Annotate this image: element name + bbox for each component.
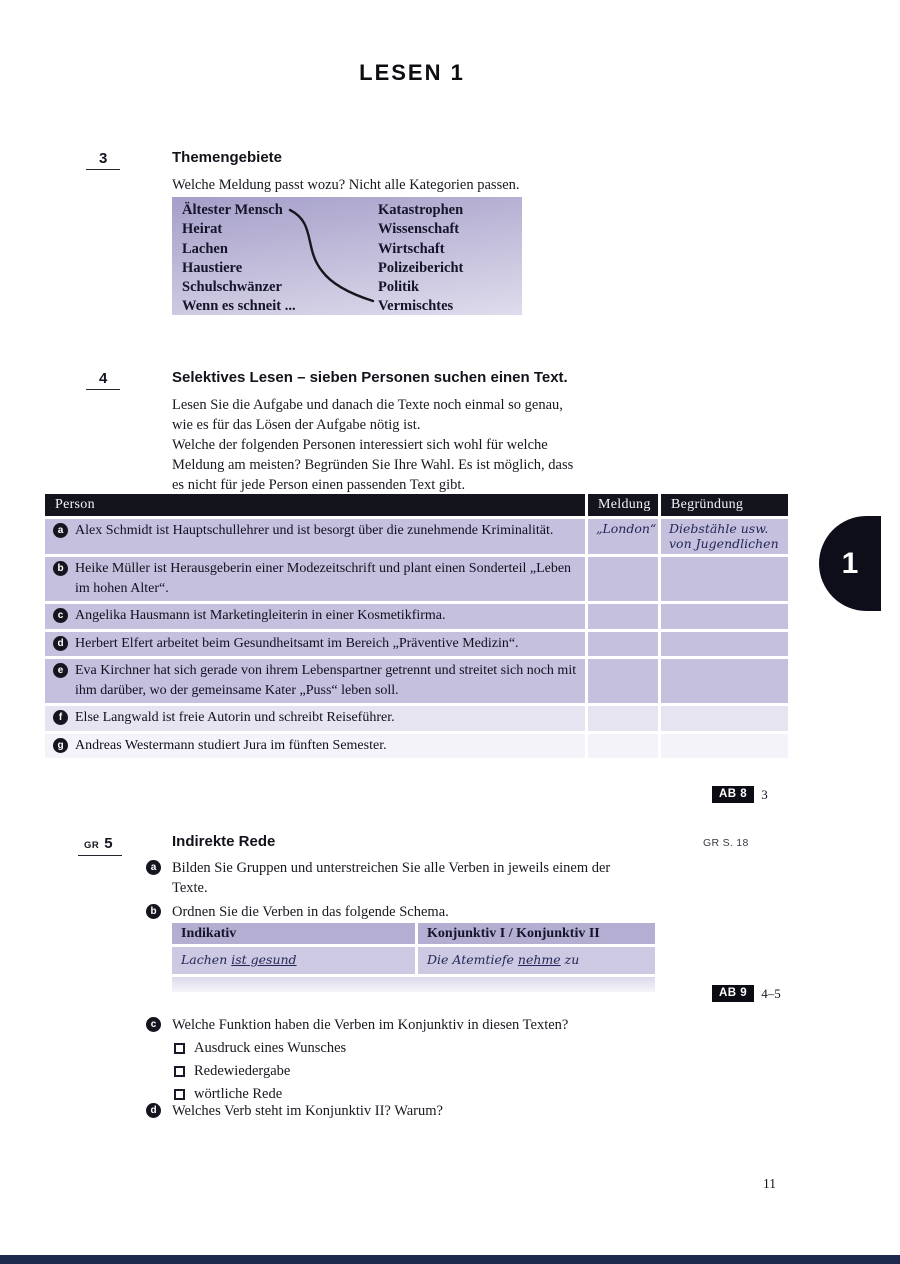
person-description: Else Langwald ist freie Autorin und schreibt Reiseführer. (75, 710, 395, 725)
exercise3-title: Themengebiete (172, 149, 283, 166)
ab-badge-label: AB 8 (712, 786, 754, 803)
begruendung-cell[interactable] (661, 706, 788, 731)
meldung-cell[interactable] (588, 706, 658, 731)
exercise5-item-d (146, 1101, 706, 1121)
schema-header-konjunktiv: Konjunktiv I / Konjunktiv II (418, 923, 655, 944)
match-item[interactable]: Heirat (182, 221, 223, 238)
table-row-c (45, 604, 785, 629)
item-text: Welches Verb steht im Konjunktiv II? Warum? (172, 1103, 443, 1119)
ab-badge-pages: 4–5 (761, 985, 781, 1001)
bottom-accent-bar (0, 1255, 900, 1264)
exercise5-number: GR 5 (78, 835, 122, 856)
checkbox-label: Redewiedergabe (194, 1063, 291, 1079)
person-description: Herbert Elfert arbeitet beim Gesundheitsamt im Bereich „Präventive Medizin“. (75, 635, 519, 651)
schema-entry-row (172, 947, 655, 974)
exercise5-item-a (146, 858, 646, 898)
exercise5-title: Indirekte Rede (172, 833, 276, 850)
checkbox-icon[interactable] (174, 1066, 185, 1077)
checkbox-options (174, 1040, 346, 1109)
chapter-tab: 1 (819, 516, 881, 611)
gr-label: GR (84, 840, 100, 851)
ab-badge-9 (712, 985, 781, 1002)
match-item[interactable]: Lachen (182, 240, 228, 257)
ab-badge-label: AB 9 (712, 985, 754, 1002)
item-text: Ordnen Sie die Verben in das folgende Schema. (172, 904, 449, 920)
item-letter-badge: d (146, 1103, 161, 1118)
begruendung-cell[interactable] (661, 632, 788, 657)
matching-box (172, 197, 522, 315)
table-header-row (45, 494, 785, 516)
match-item[interactable]: Schulschwänzer (182, 279, 282, 296)
match-item[interactable]: Politik (378, 279, 420, 296)
row-letter-badge: b (53, 561, 68, 576)
row-letter-badge: e (53, 663, 68, 678)
match-item[interactable]: Wissenschaft (378, 221, 460, 238)
instruction-line: Meldung am meisten? Begründen Sie Ihre Wahl. Es ist möglich, dass (172, 457, 574, 473)
meldung-cell[interactable]: „London“ (588, 519, 658, 554)
begruendung-cell[interactable] (661, 659, 788, 703)
table-row-f (45, 706, 785, 731)
schema-fade-strip (172, 977, 655, 992)
checkbox-option (174, 1040, 346, 1057)
page-title: LESEN 1 (359, 60, 465, 85)
checkbox-icon[interactable] (174, 1043, 185, 1054)
begruendung-cell[interactable]: Diebstähle usw. von Jugendlichen (661, 519, 788, 554)
begruendung-cell[interactable] (661, 604, 788, 629)
match-item[interactable]: Wenn es schneit ... (182, 298, 296, 315)
item-letter-badge: b (146, 904, 161, 919)
table-row-g (45, 734, 785, 759)
row-letter-badge: c (53, 608, 68, 623)
person-description: Alex Schmidt ist Hauptschullehrer und ist besorgt über die zunehmende Kriminalität. (75, 523, 554, 538)
meldung-cell[interactable] (588, 604, 658, 629)
table-row-b (45, 557, 785, 601)
column-header-person: Person (45, 494, 585, 516)
exercise4-instructions (172, 395, 672, 495)
checkbox-label: Ausdruck eines Wunsches (194, 1040, 347, 1056)
table-row-e (45, 659, 785, 703)
row-letter-badge: a (53, 523, 68, 538)
match-item[interactable]: Vermischtes (378, 298, 454, 315)
exercise4-title: Selektives Lesen – sieben Personen suchen einen Text. (172, 369, 568, 386)
person-description: Andreas Westermann studiert Jura im fünften Semester. (75, 737, 387, 753)
row-letter-badge: d (53, 636, 68, 651)
instruction-line: Welche der folgenden Personen interessiert sich wohl für welche (172, 437, 548, 453)
checkbox-icon[interactable] (174, 1089, 185, 1100)
person-description: Heike Müller ist Herausgeberin einer Modezeitschrift und plant einen Sonderteil „Leben im hohen Alter“. (75, 561, 572, 596)
checkbox-label: wörtliche Rede (194, 1086, 283, 1102)
item-text: Welche Funktion haben die Verben im Konjunktiv in diesen Texten? (172, 1017, 569, 1033)
matching-left-column (182, 201, 296, 317)
page-number: 11 (763, 1176, 776, 1191)
exercise4-number: 4 (86, 370, 120, 390)
meldung-cell[interactable] (588, 734, 658, 759)
column-header-meldung: Meldung (588, 494, 658, 516)
ab-badge-8 (712, 786, 768, 803)
instruction-line: wie es für das Lösen der Aufgabe nötig ist. (172, 417, 421, 433)
schema-table (172, 923, 655, 992)
item-letter-badge: a (146, 860, 161, 875)
ab-badge-pages: 3 (761, 786, 768, 802)
exercise3-number: 3 (86, 150, 120, 170)
schema-header-row (172, 923, 655, 944)
table-row-a (45, 519, 785, 554)
item-letter-badge: c (146, 1017, 161, 1032)
item-text: Bilden Sie Gruppen und unterstreichen Sie alle Verben in jeweils einem der Texte. (172, 860, 611, 896)
grammar-reference: GR S. 18 (703, 837, 749, 849)
match-item[interactable]: Wirtschaft (378, 240, 445, 257)
match-item[interactable]: Ältester Mensch (182, 202, 283, 218)
match-item[interactable]: Haustiere (182, 259, 243, 276)
instruction-line: Lesen Sie die Aufgabe und danach die Texte noch einmal so genau, (172, 397, 563, 413)
meldung-cell[interactable] (588, 557, 658, 601)
person-description: Eva Kirchner hat sich gerade von ihrem Lebenspartner getrennt und streitet sich noch mit ihm darüber, wo der gemeinsame Kater „Puss“ leben soll. (75, 663, 577, 698)
schema-header-indikativ: Indikativ (172, 923, 415, 944)
schema-cell-konjunktiv[interactable]: Die Atemtiefe nehme zu (418, 947, 655, 974)
matching-right-column (378, 201, 463, 317)
row-letter-badge: g (53, 738, 68, 753)
exercise3-instruction: Welche Meldung passt wozu? Nicht alle Kategorien passen. (172, 177, 520, 193)
column-header-begruendung: Begründung (661, 494, 788, 516)
meldung-cell[interactable] (588, 632, 658, 657)
checkbox-option (174, 1063, 346, 1080)
begruendung-cell[interactable] (661, 734, 788, 759)
exercise5-item-c (146, 1015, 706, 1035)
row-letter-badge: f (53, 710, 68, 725)
match-item[interactable]: Polizeibericht (378, 259, 464, 276)
meldung-cell[interactable] (588, 659, 658, 703)
instruction-line: es nicht für jede Person einen passenden Text gibt. (172, 477, 466, 493)
person-table (45, 494, 785, 761)
match-item[interactable]: Katastrophen (378, 202, 464, 218)
begruendung-cell[interactable] (661, 557, 788, 601)
person-description: Angelika Hausmann ist Marketingleiterin in einer Kosmetikfirma. (75, 608, 446, 623)
schema-cell-indikativ[interactable]: Lachen ist gesund (172, 947, 415, 974)
table-row-d (45, 632, 785, 657)
exercise5-item-b (146, 902, 666, 922)
